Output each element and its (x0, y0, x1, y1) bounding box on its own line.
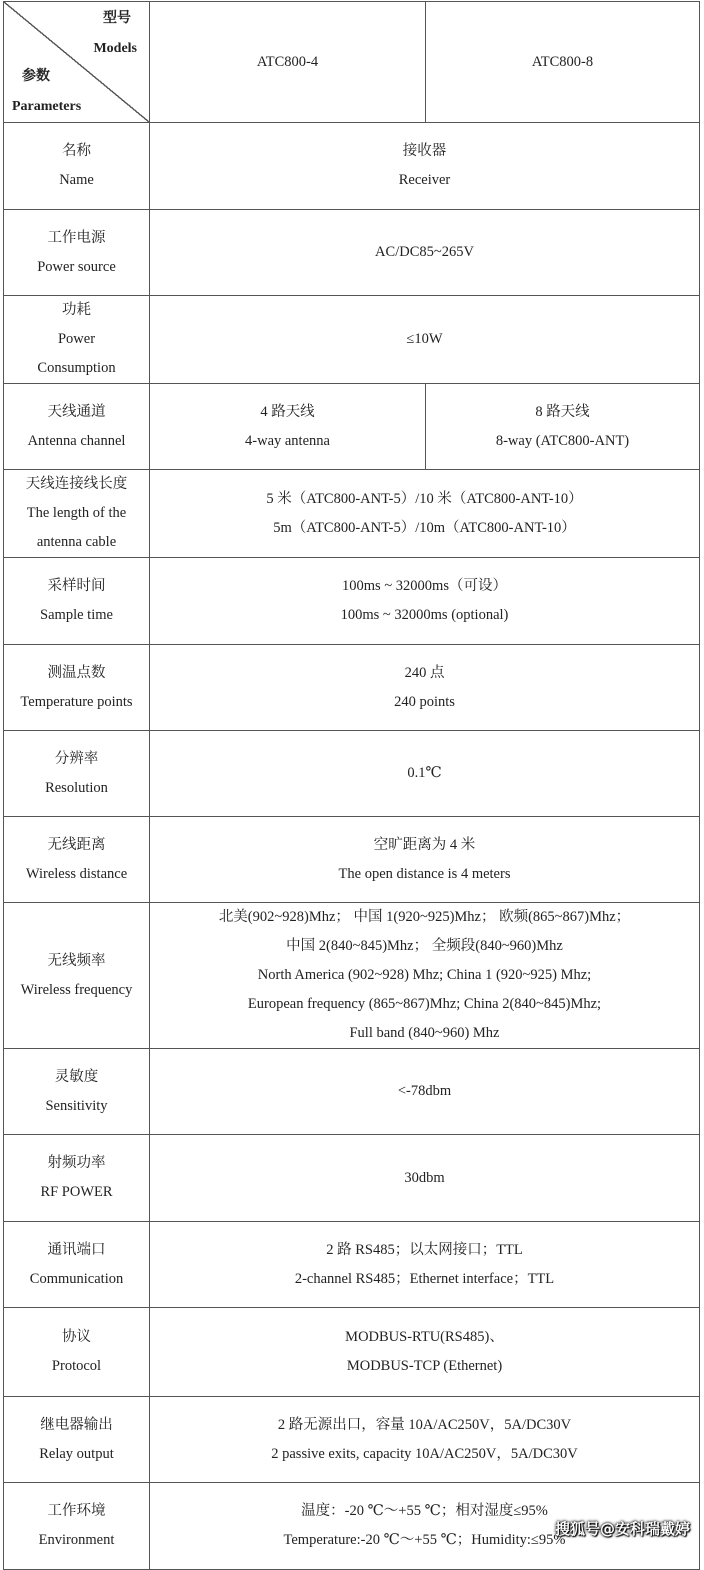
row-wireless-distance (4, 817, 700, 903)
name-label-en: Name (59, 172, 94, 188)
relay-output-label-cn: 继电器输出 (40, 1416, 113, 1433)
wireless-frequency-label-en: Wireless frequency (20, 981, 133, 998)
sample-time-value-cn: 100ms ~ 32000ms（可设） (342, 578, 507, 594)
row-wireless-frequency (4, 903, 700, 1049)
antenna-channel-a-cn: 4 路天线 (260, 403, 315, 420)
power-source-label-cn: 工作电源 (47, 229, 106, 246)
watermark-text: 搜狐号@安科瑞戴婷 (554, 1520, 690, 1538)
environment-value-cn: 温度：-20 ℃～+55 ℃；相对湿度≤95% (301, 1503, 548, 1519)
model-label-en: Models (93, 41, 137, 56)
model-label-cn: 型号 (103, 11, 131, 26)
relay-output-value-cn: 2 路无源出口，容量 10A/AC250V，5A/DC30V (277, 1416, 572, 1433)
sample-time-label-en: Sample time (40, 607, 113, 623)
communication-label-cn: 通讯端口 (47, 1241, 106, 1258)
header-row (4, 2, 700, 123)
name-value-cn: 接收器 (402, 143, 447, 159)
param-label-cn: 参数 (22, 69, 50, 84)
row-rf-power (4, 1135, 700, 1222)
power-source-value: AC/DC85~265V (150, 210, 700, 296)
protocol-label-cn: 协议 (62, 1329, 91, 1345)
resolution-label-cn: 分辨率 (54, 750, 99, 767)
antenna-channel-b-en: 8-way (ATC800-ANT) (495, 432, 630, 449)
antenna-channel-b-cn: 8 路天线 (535, 403, 590, 420)
communication-value-cn: 2 路 RS485；以太网接口；TTL (326, 1241, 523, 1258)
row-communication (4, 1222, 700, 1308)
cable-length-value-cn: 5 米（ATC800-ANT-5）/10 米（ATC800-ANT-10） (266, 490, 583, 507)
rf-power-label-cn: 射频功率 (47, 1155, 106, 1171)
header-diagonal-cell (4, 2, 150, 123)
param-label-en: Parameters (12, 99, 82, 114)
relay-output-label-en: Relay output (39, 1445, 114, 1462)
name-value-en: Receiver (398, 172, 451, 188)
resolution-value: 0.1℃ (150, 731, 700, 817)
wireless-distance-label-cn: 无线距离 (47, 836, 106, 853)
relay-output-value-en: 2 passive exits, capacity 10A/AC250V，5A/DC30V (271, 1445, 578, 1462)
temp-points-value-en: 240 points (394, 693, 455, 710)
row-power-source (4, 210, 700, 296)
communication-label-en: Communication (29, 1270, 124, 1287)
temp-points-label-cn: 测温点数 (47, 664, 106, 681)
rf-power-value: 30dbm (150, 1135, 700, 1222)
cable-length-label-cn: 天线连接线长度 (25, 476, 128, 492)
rf-power-label-en: RF POWER (40, 1184, 113, 1200)
name-label-cn: 名称 (62, 143, 91, 159)
model-atc800-4: ATC800-4 (150, 2, 426, 123)
power-consumption-label-en2: Consumption (37, 360, 116, 376)
wireless-frequency-line-1: 北美(902~928)Mhz； 中国 1(920~925)Mhz； 欧频(865~867)Mhz； (218, 909, 631, 925)
row-protocol (4, 1308, 700, 1397)
protocol-value-tcp: MODBUS-TCP (Ethernet) (346, 1358, 503, 1374)
cable-length-label-en2: antenna cable (36, 534, 117, 550)
row-temperature-points (4, 645, 700, 731)
environment-value-en: Temperature:-20 ℃～+55 ℃；Humidity:≤95% (283, 1532, 566, 1548)
antenna-channel-label-cn: 天线通道 (47, 403, 106, 420)
cable-length-value-en: 5m（ATC800-ANT-5）/10m（ATC800-ANT-10） (273, 519, 576, 536)
power-consumption-label-en1: Power (57, 331, 96, 347)
wireless-frequency-line-4: European frequency (865~867)Mhz; China 2(840~845)Mhz; (247, 996, 602, 1012)
row-resolution (4, 731, 700, 817)
sensitivity-label-cn: 灵敏度 (54, 1068, 99, 1085)
protocol-label-en: Protocol (51, 1358, 102, 1374)
cable-length-label-en1: The length of the (26, 505, 127, 521)
environment-label-cn: 工作环境 (47, 1503, 106, 1519)
wireless-frequency-line-3: North America (902~928) Mhz; China 1 (920~925) Mhz; (257, 967, 592, 983)
row-name (4, 123, 700, 210)
power-consumption-value: ≤10W (150, 296, 700, 384)
spec-table (3, 1, 700, 1570)
sample-time-value-en: 100ms ~ 32000ms (optional) (340, 607, 509, 623)
wireless-distance-value-en: The open distance is 4 meters (338, 865, 511, 882)
antenna-channel-a-en: 4-way antenna (245, 432, 330, 449)
sensitivity-label-en: Sensitivity (45, 1097, 108, 1114)
wireless-frequency-line-5: Full band (840~960) Mhz (349, 1025, 500, 1041)
row-sensitivity (4, 1049, 700, 1135)
row-power-consumption (4, 296, 700, 384)
power-consumption-label-cn: 功耗 (62, 302, 91, 318)
protocol-value-rtu: MODBUS-RTU(RS485)、 (345, 1329, 504, 1345)
power-source-label-en: Power source (37, 258, 116, 275)
temp-points-label-en: Temperature points (20, 693, 133, 710)
communication-value-en: 2-channel RS485；Ethernet interface；TTL (294, 1270, 555, 1287)
row-cable-length (4, 470, 700, 558)
row-relay-output (4, 1397, 700, 1483)
wireless-frequency-line-2: 中国 2(840~845)Mhz； 全频段(840~960)Mhz (286, 938, 563, 954)
sensitivity-value: <-78dbm (150, 1049, 700, 1135)
sample-time-label-cn: 采样时间 (47, 578, 106, 594)
model-atc800-8: ATC800-8 (426, 2, 700, 123)
row-antenna-channel (4, 384, 700, 470)
wireless-frequency-label-cn: 无线频率 (47, 952, 106, 969)
environment-label-en: Environment (38, 1532, 115, 1548)
antenna-channel-label-en: Antenna channel (27, 432, 126, 449)
resolution-label-en: Resolution (45, 779, 108, 796)
wireless-distance-label-en: Wireless distance (25, 865, 128, 882)
temp-points-value-cn: 240 点 (404, 664, 445, 681)
row-sample-time (4, 558, 700, 645)
wireless-distance-value-cn: 空旷距离为 4 米 (373, 836, 476, 853)
